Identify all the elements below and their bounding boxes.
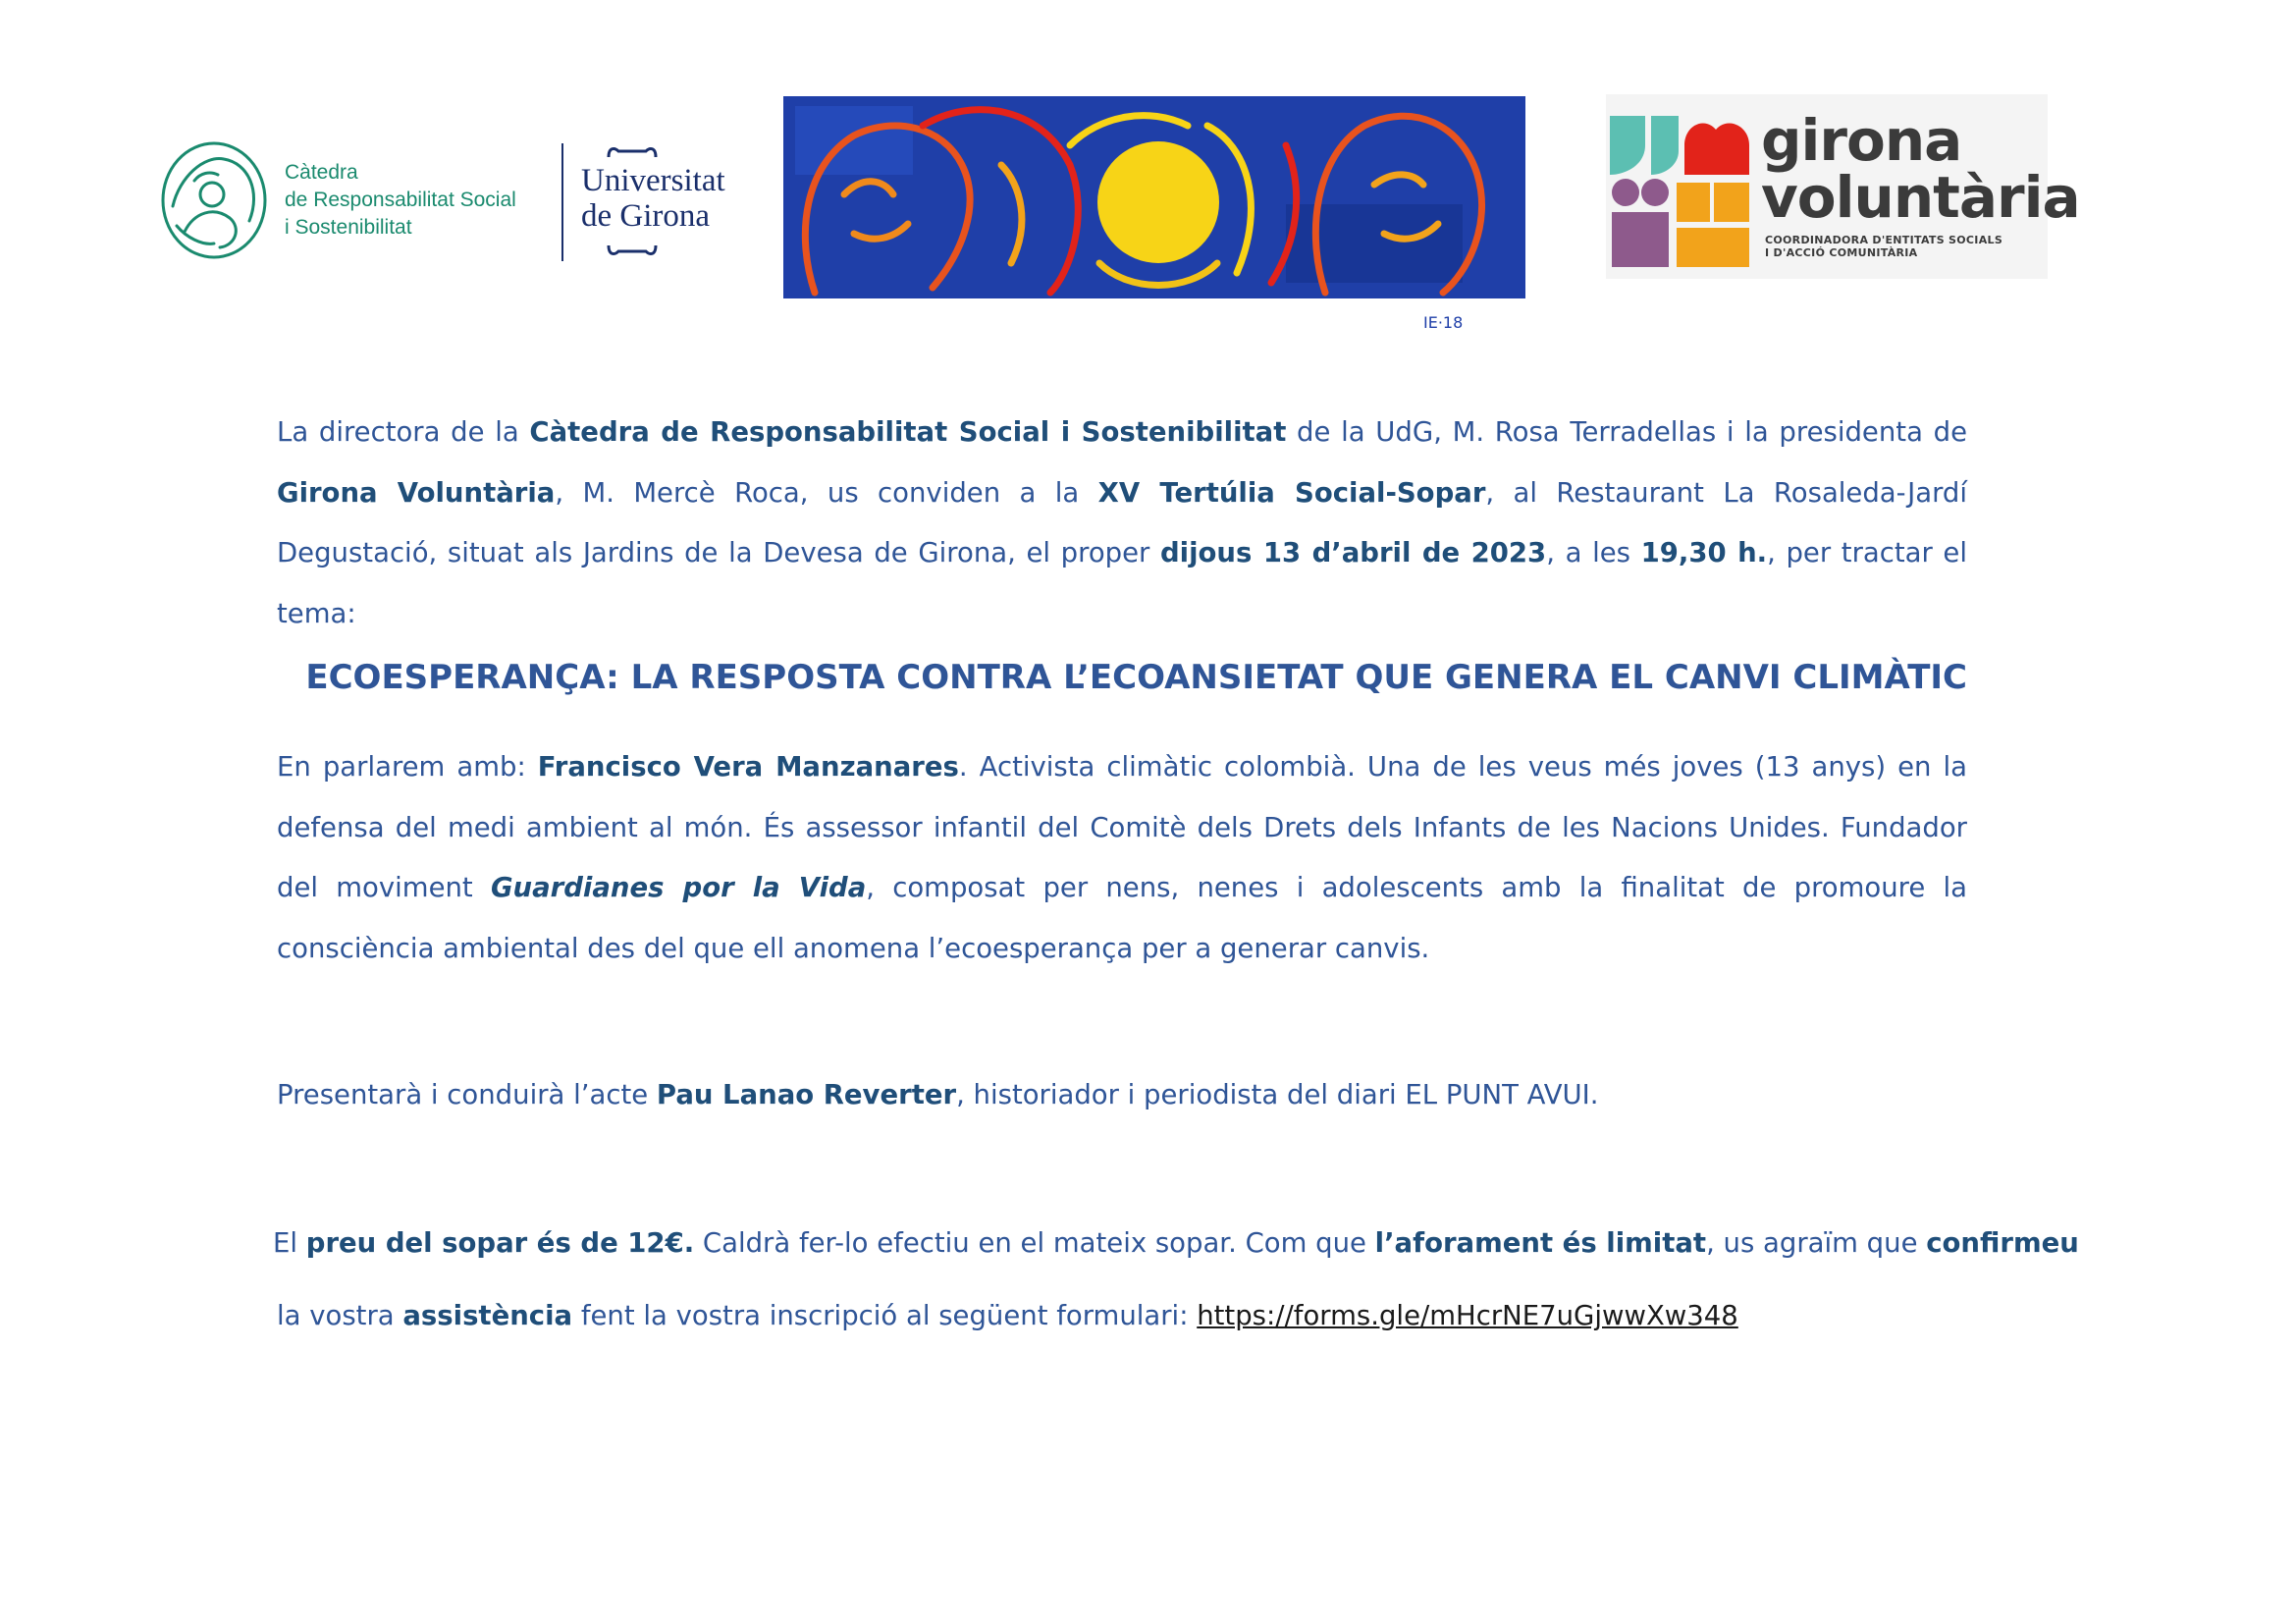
price-line-1 [273,1214,2079,1274]
intro-text-3: , M. Mercè Roca, us conviden a la [555,476,1098,509]
price-text-3: , us agraïm que [1706,1227,1927,1259]
girona-voluntaria-logo [1606,94,2080,279]
gv-sub1: COORDINADORA D'ENTITATS SOCIALS [1765,234,2003,246]
price-text-4: la vostra [277,1300,403,1331]
price-text-1: El [273,1227,306,1259]
intro-girona-voluntaria: Girona Voluntària [277,476,556,509]
painting-signature: IE·18 [1423,313,1464,332]
painting-illustration [775,57,1541,334]
catedra-logo-line3: i Sostenibilitat [285,216,412,239]
intro-text-2: de la UdG, M. Rosa Terradellas i la presidenta de [1286,416,1967,448]
intro-text-5: , a les [1546,537,1641,568]
guest-text-2: . Activista climàtic colombià. Una de les veus més joves (13 anys) en la defensa del medi ambient al món. És assessor infantil del Comitè dels Drets dels Infants de les Nacions Unides. Fundador del moviment [277,751,1968,903]
intro-text-1: La directora de la [277,416,530,448]
catedra-logo-line2: de Responsabilitat Social [285,189,516,211]
presenter-text-1: Presentarà i conduirà l’acte [277,1079,657,1110]
catedra-logo-line1: Càtedra [285,161,358,184]
presenter-text-2: , historiador i periodista del diari EL PUNT AVUI. [956,1079,1599,1110]
price-line-2 [277,1286,1967,1347]
logo-divider [561,143,563,261]
price-text-2: Caldrà fer-lo efectiu en el mateix sopar. Com que [694,1227,1375,1259]
intro-event-time: 19,30 h. [1640,537,1768,568]
intro-text-6: , per tractar el tema: [277,537,1967,629]
catedra-emblem-icon [155,137,273,263]
watercolor-faces-painting [775,57,1541,334]
registration-form-link[interactable]: https://forms.gle/mHcrNE7uGjwwXw348 [1197,1300,1738,1331]
intro-event-name: XV Tertúlia Social-Sopar [1097,476,1486,509]
intro-catedra-name: Càtedra de Responsabilitat Social i Sostenibilitat [529,416,1287,448]
intro-paragraph [277,403,1967,644]
gv-line2: voluntària [1761,164,2080,231]
presenter-name: Pau Lanao Reverter [656,1079,957,1110]
girona-voluntaria-wordmark [1761,107,2080,231]
guest-text-3: , composat per nens, nenes i adolescents amb la finalitat de promoure la consciència ambiental des del que ell anomena l’ecoesperança per a generar canvis. [277,872,1967,964]
guest-movement-name: Guardianes por la Vida [490,872,867,903]
intro-event-date: dijous 13 d’abril de 2023 [1160,537,1547,568]
talk-title: ECOESPERANÇA: LA RESPOSTA CONTRA L’ECOANSIETAT QUE GENERA EL CANVI CLIMÀTIC [305,658,1967,697]
gv-line1: girona [1761,107,1962,174]
price-amount: preu del sopar és de 12€. [305,1227,695,1259]
catedra-logo-text [285,159,516,242]
price-limited-capacity: l’aforament és limitat [1374,1227,1707,1259]
price-text-5: fent la vostra inscripció al següent formulari: [572,1300,1198,1331]
girona-voluntaria-subtitle [1765,234,2002,259]
price-confirm: confirmeu [1926,1227,2079,1259]
price-attendance: assistència [402,1300,573,1331]
udg-crest-bottom-icon [605,242,660,259]
girona-voluntaria-mosaic-icon [1606,106,1753,271]
guest-paragraph [277,737,1967,979]
presenter-paragraph [277,1065,1967,1126]
guest-text-1: En parlarem amb: [277,751,538,783]
udg-logo-text [581,163,725,234]
gv-sub2: I D'ACCIÓ COMUNITÀRIA [1765,246,1918,259]
udg-logo-line1: Universitat [581,163,725,198]
udg-logo-line2: de Girona [581,198,711,234]
udg-crest-top-icon [605,143,660,161]
guest-name: Francisco Vera Manzanares [537,751,959,783]
intro-text-4: , al Restaurant La Rosaleda-Jardí Degustació, situat als Jardins de la Devesa de Girona, el proper [277,476,1967,568]
udg-logo [581,143,738,266]
